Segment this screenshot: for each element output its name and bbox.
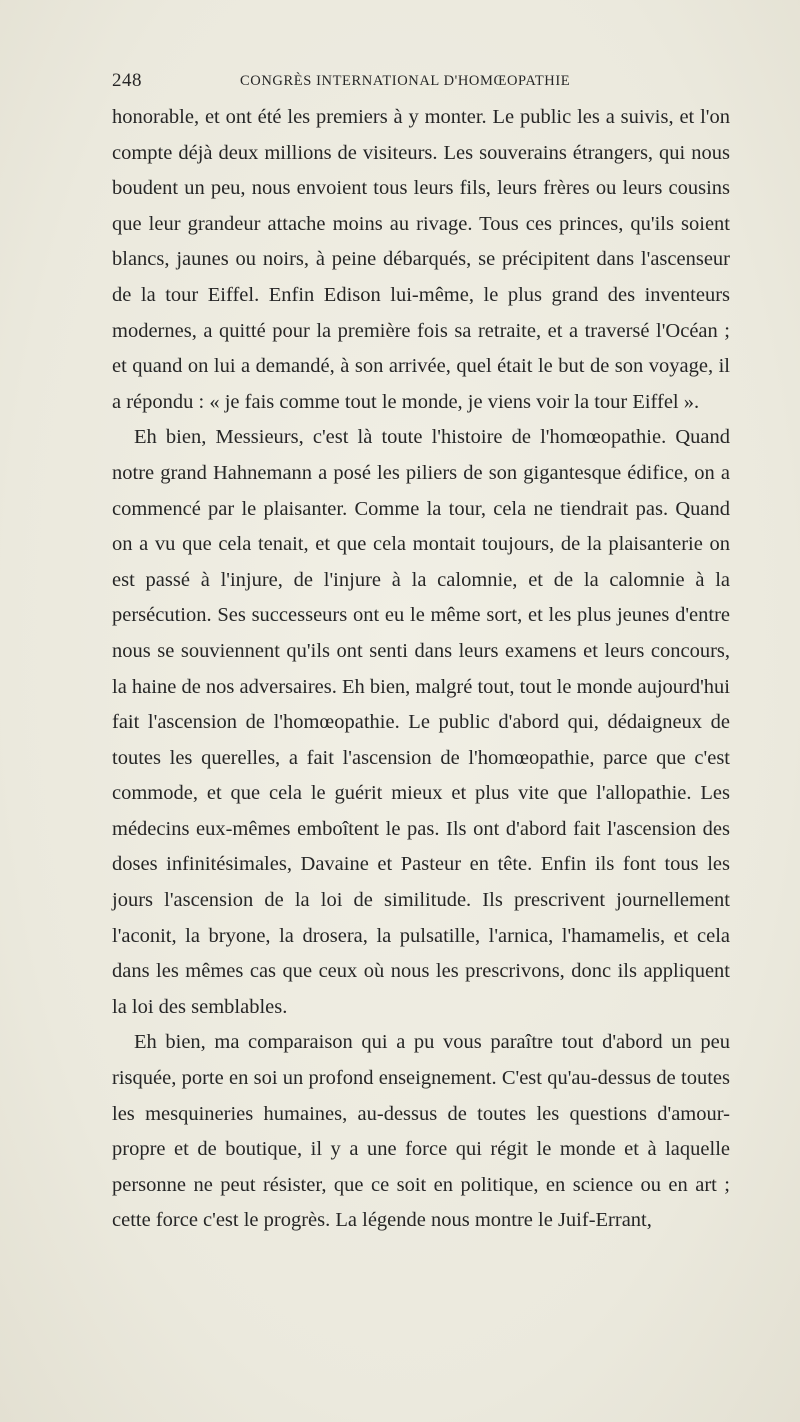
- page-header: [112, 70, 730, 94]
- paragraph: Eh bien, ma comparaison qui a pu vous paraître tout d'abord un peu risquée, porte en soi un profond enseignement. C'est qu'au-dessus de toutes les mesquineries humaines, au-dessus de toutes les questions d'amour-propre et de boutique, il y a une force qui régit le monde et à laquelle personne ne peut résister, que ce soit en politique, en science ou en art ; cette force c'est le progrès. La légende nous montre le Juif-Errant,: [112, 1031, 730, 1232]
- body-text: [112, 100, 730, 1239]
- page-number: 248: [112, 70, 142, 91]
- paragraph-continued: honorable, et ont été les premiers à y monter. Le public les a suivis, et l'on compte déjà deux millions de visiteurs. Les souverains étrangers, qui nous boudent un peu, nous envoient tous leurs fils, leurs frères ou leurs cousins que leur grandeur attache moins au rivage. Tous ces princes, qu'ils soient blancs, jaunes ou noirs, à peine débarqués, se précipitent dans l'ascenseur de la tour Eiffel. Enfin Edison lui-même, le plus grand des inventeurs modernes, a quitté pour la première fois sa retraite, et a traversé l'Océan ; et quand on lui a demandé, à son arrivée, quel était le but de son voyage, il a répondu : « je fais comme tout le monde, je viens voir la tour Eiffel ».: [112, 106, 730, 413]
- paragraph: Eh bien, Messieurs, c'est là toute l'histoire de l'homœopathie. Quand notre grand Hahnemann a posé les piliers de son gigantesque édifice, on a commencé par le plaisanter. Comme la tour, cela ne tiendrait pas. Quand on a vu que cela tenait, et que cela montait toujours, de la plaisanterie on est passé à l'injure, de l'injure à la calomnie, et de la calomnie à la persécution. Ses successeurs ont eu le même sort, et les plus jeunes d'entre nous se souviennent qu'ils ont senti dans leurs examens et leurs concours, la haine de nos adversaires. Eh bien, malgré tout, tout le monde aujourd'hui fait l'ascension de l'homœopathie. Le public d'abord qui, dédaigneux de toutes les querelles, a fait l'ascension de l'homœopathie, parce que c'est commode, et que cela le guérit mieux et plus vite que l'allopathie. Les médecins eux-mêmes emboîtent le pas. Ils ont d'abord fait l'ascension des doses infinitésimales, Davaine et Pasteur en tête. Enfin ils font tous les jours l'ascension de la loi de similitude. Ils prescrivent journellement l'aconit, la bryone, la drosera, la pulsatille, l'arnica, l'hamamelis, et cela dans les mêmes cas que ceux où nous les prescrivons, donc ils appliquent la loi des semblables.: [112, 426, 730, 1018]
- running-head: CONGRÈS INTERNATIONAL D'HOMŒOPATHIE: [240, 73, 571, 89]
